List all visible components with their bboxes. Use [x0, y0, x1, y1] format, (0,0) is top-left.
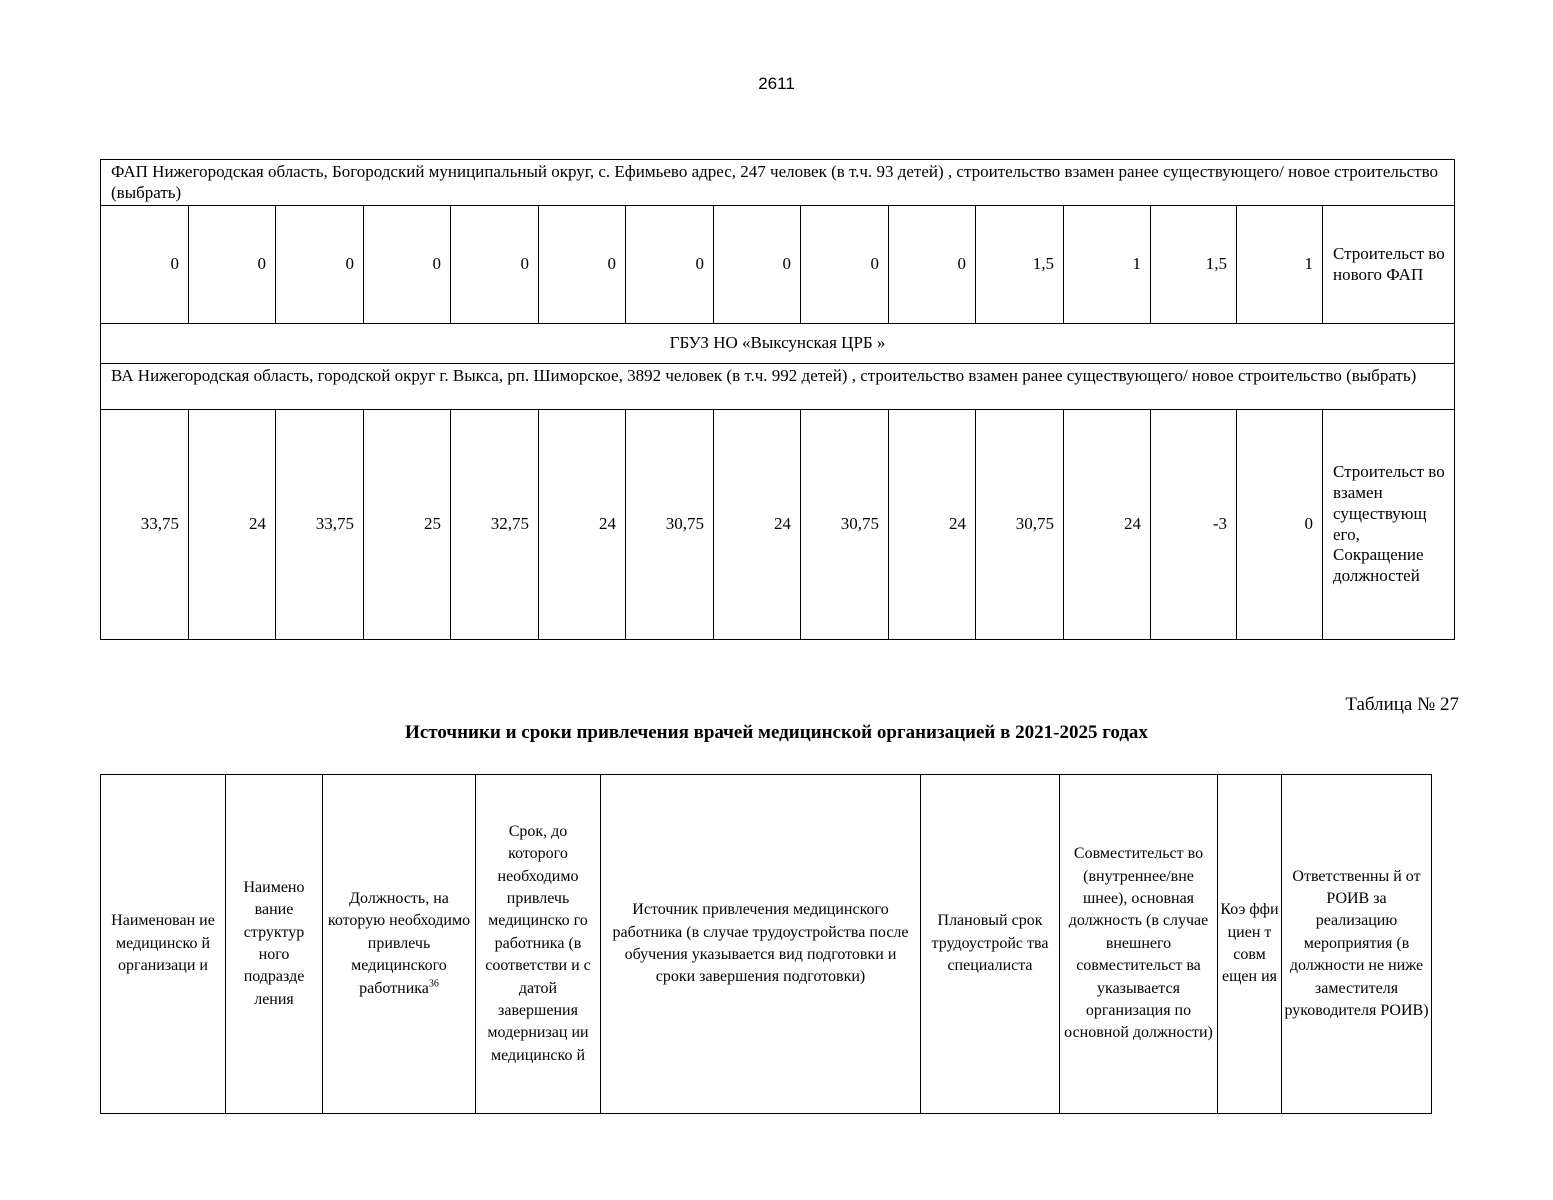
organization-name: ГБУЗ НО «Выксунская ЦРБ » [101, 324, 1455, 364]
value-cell: 1 [1237, 206, 1323, 324]
facility-description-row [101, 160, 1455, 206]
value-cell: 0 [189, 206, 276, 324]
facilities-table [100, 159, 1455, 640]
facility-description-row [101, 364, 1455, 410]
header-position-text: Должность, на которую необходимо привлечь медицинского работника [327, 890, 471, 997]
page-number: 2611 [758, 74, 795, 93]
value-cell: 24 [889, 410, 976, 640]
facility-description: ФАП Нижегородская область, Богородский муниципальный округ, с. Ефимьево адрес, 247 человек (в т.ч. 93 детей) , строительство взамен ранее существующего/ новое строительство (выбрать) [101, 160, 1455, 206]
organization-row [101, 324, 1455, 364]
facility-description: ВА Нижегородская область, городской округ г. Выкса, рп. Шиморское, 3892 человек (в т.ч. 992 детей) , строительство взамен ранее существующего/ новое строительство (выбрать) [101, 364, 1455, 410]
table-title: Источники и сроки привлечения врачей медицинской организацией в 2021-2025 годах [405, 722, 1148, 743]
header-cell-position [323, 775, 476, 1114]
value-cell: 30,75 [976, 410, 1064, 640]
value-cell: 24 [1064, 410, 1151, 640]
values-row [101, 206, 1455, 324]
value-cell: 0 [1237, 410, 1323, 640]
value-cell: 1,5 [976, 206, 1064, 324]
value-cell: 24 [714, 410, 801, 640]
value-cell: 1,5 [1151, 206, 1237, 324]
doctors-sources-table [100, 774, 1432, 1114]
value-cell: 0 [626, 206, 714, 324]
table-number-label: Таблица № 27 [1345, 694, 1459, 715]
value-cell: 30,75 [626, 410, 714, 640]
header-cell-planned-date: Плановый срок трудоустройс тва специалиста [921, 775, 1060, 1114]
value-cell: 33,75 [101, 410, 189, 640]
header-cell-responsible: Ответственны й от РОИВ за реализацию мероприятия (в должности не ниже заместителя руководителя РОИВ) [1282, 775, 1432, 1114]
note-cell: Строительст во нового ФАП [1323, 206, 1455, 324]
value-cell: 0 [539, 206, 626, 324]
value-cell: 0 [451, 206, 539, 324]
value-cell: 0 [101, 206, 189, 324]
header-cell-deadline: Срок, до которого необходимо привлечь медицинско го работника (в соответстви и с датой завершения модернизац ии медицинско й [476, 775, 601, 1114]
value-cell: 0 [714, 206, 801, 324]
value-cell: 1 [1064, 206, 1151, 324]
values-row [101, 410, 1455, 640]
value-cell: 33,75 [276, 410, 364, 640]
value-cell: 24 [189, 410, 276, 640]
value-cell: -3 [1151, 410, 1237, 640]
header-cell-source: Источник привлечения медицинского работника (в случае трудоустройства после обучения указывается вид подготовки и сроки завершения подготовки) [601, 775, 921, 1114]
value-cell: 25 [364, 410, 451, 640]
value-cell: 0 [801, 206, 889, 324]
note-cell: Строительст во взамен существующ его, Сокращение должностей [1323, 410, 1455, 640]
value-cell: 0 [276, 206, 364, 324]
value-cell: 0 [889, 206, 976, 324]
header-cell-org-name: Наименован ие медицинско й организаци и [101, 775, 226, 1114]
header-cell-coefficient: Коэ ффи циен т совм ещен ия [1218, 775, 1282, 1114]
header-row [101, 775, 1432, 1114]
header-cell-structural-unit: Наимено вание структур ного подразде ления [226, 775, 323, 1114]
footnote-mark: 36 [428, 978, 439, 990]
value-cell: 24 [539, 410, 626, 640]
value-cell: 0 [364, 206, 451, 324]
value-cell: 30,75 [801, 410, 889, 640]
header-cell-part-time: Совместительст во (внутреннее/вне шнее), основная должность (в случае внешнего совместительст ва указывается организация по основной должности) [1060, 775, 1218, 1114]
value-cell: 32,75 [451, 410, 539, 640]
